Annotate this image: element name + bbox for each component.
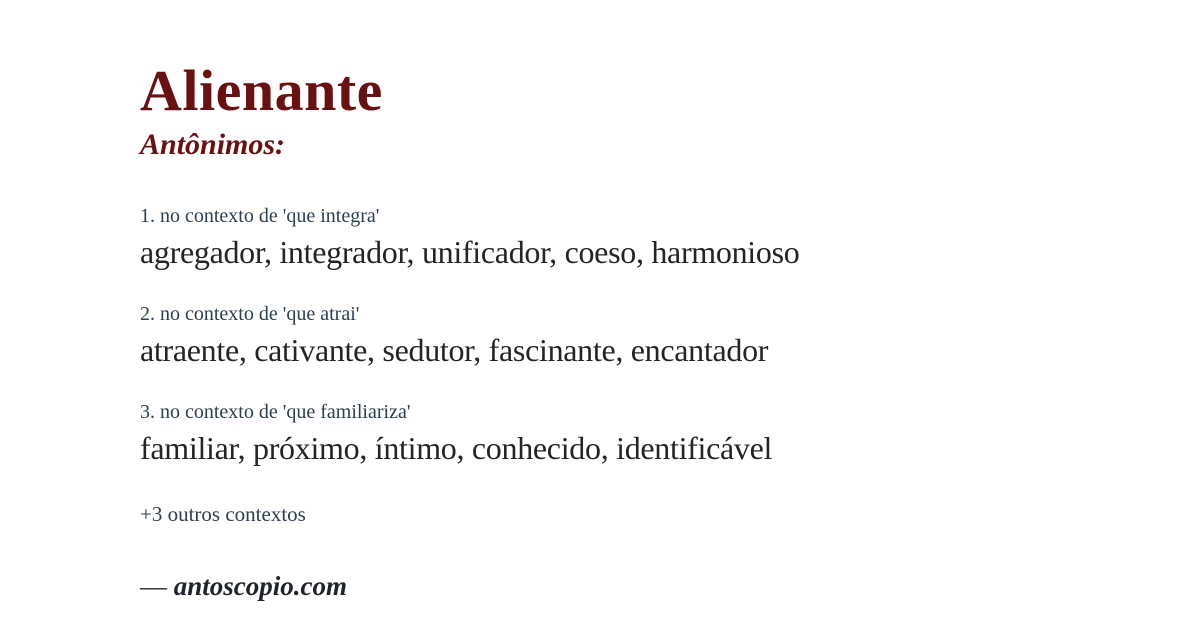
antonym-list-1: agregador, integrador, unificador, coeso, harmonioso	[140, 234, 800, 270]
context-label-1: 1. no contexto de 'que integra'	[140, 205, 380, 227]
antonym-list-3: familiar, próximo, íntimo, conhecido, identificável	[140, 430, 773, 466]
antonyms-heading: Antônimos:	[140, 128, 286, 161]
antonym-entry-1	[140, 204, 1140, 272]
page-title: Alienante	[140, 58, 383, 123]
site-name: antoscopio.com	[173, 571, 347, 601]
antonym-list-2: atraente, cativante, sedutor, fascinante, encantador	[140, 332, 769, 368]
attribution-dash: —	[140, 571, 167, 601]
context-label-3: 3. no contexto de 'que familiariza'	[140, 401, 411, 423]
source-attribution	[140, 571, 1140, 602]
antonym-entries	[140, 204, 1140, 527]
antonym-entry-3	[140, 400, 1140, 468]
more-contexts-note: +3 outros contextos	[140, 502, 306, 526]
card-header	[140, 58, 1140, 162]
antonym-entry-2	[140, 302, 1140, 370]
context-label-2: 2. no contexto de 'que atrai'	[140, 303, 360, 325]
